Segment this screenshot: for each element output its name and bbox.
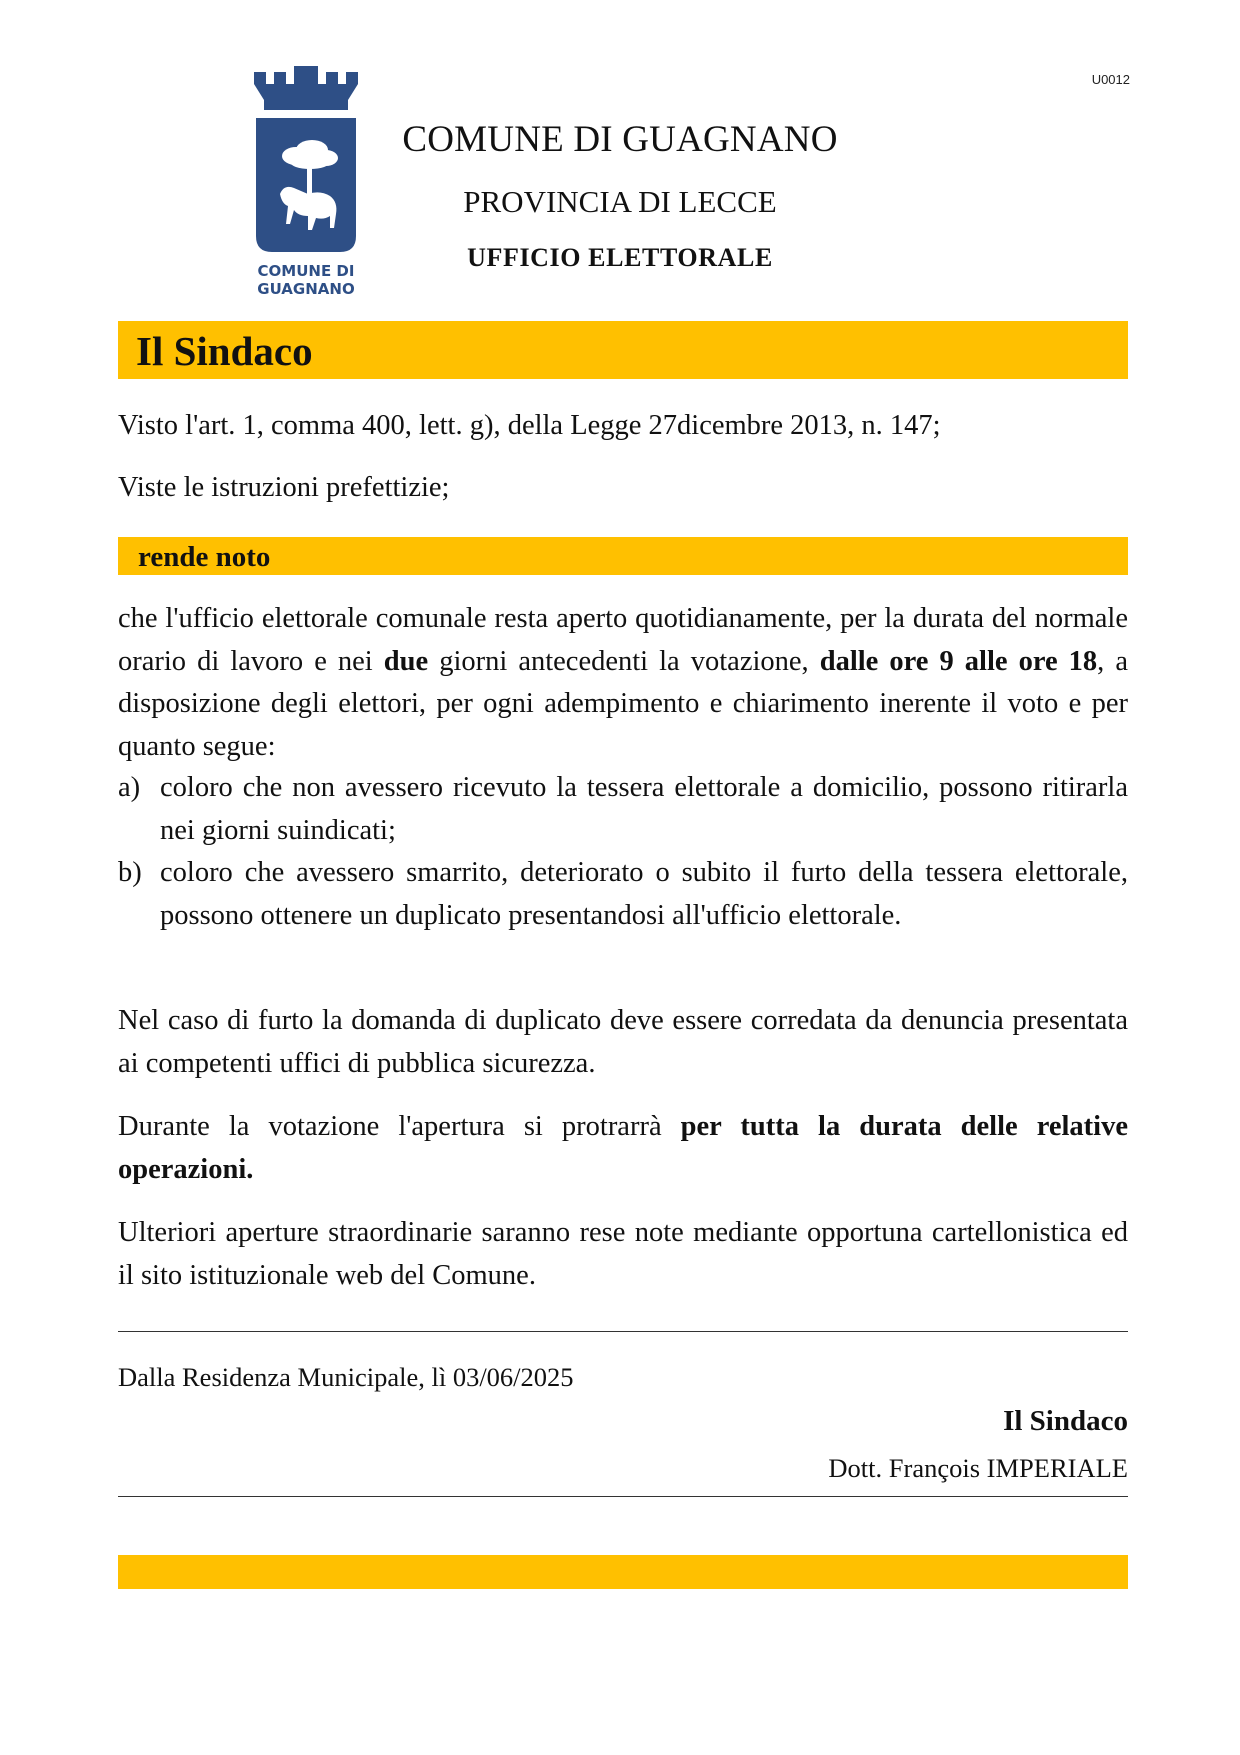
p1-bold-hours: dalle ore 9 alle ore 18 [819,645,1098,677]
notice-label: rende noto [138,541,271,573]
header-provincia: PROVINCIA DI LECCE [463,184,777,219]
place-date: Dalla Residenza Municipale, lì 03/06/2025 [118,1362,574,1392]
page-title: Il Sindaco [136,328,313,374]
body-paragraph-3 [118,1106,1128,1191]
p1-part-c: giorni antecedenti la votazione, [428,645,820,677]
logo-caption-line2: GUAGNANO [257,280,355,298]
header-ufficio: UFFICIO ELETTORALE [467,243,773,272]
body-paragraph-4: Ulteriori aperture straordinarie saranno rese note mediante opportuna cartellonistica ed il sito istituzionale web del Comune. [118,1217,1128,1291]
list-item-text: coloro che avessero smarrito, deteriorato o subito il furto della tessera elettorale, possono ottenere un duplicato presentandosi all'ufficio elettorale. [160,857,1128,931]
document-code: U0012 [1091,72,1130,87]
header-comune: COMUNE DI GUAGNANO [402,119,838,160]
list-marker: b) [118,857,142,888]
title-band [118,321,1128,379]
logo-caption-line1: COMUNE DI [257,262,355,280]
body-paragraph-2: Nel caso di furto la domanda di duplicato deve essere corredata da denuncia presentata ai competenti uffici di pubblica sicurezza. [118,1005,1128,1079]
coat-of-arms-icon [250,66,362,298]
p3-part-a: Durante la votazione l'apertura si protrarrà [118,1111,681,1142]
divider-bottom [118,1496,1128,1497]
notice-band [118,537,1128,575]
p3-bold: per tutta la durata delle relative operazioni. [118,1111,1128,1185]
signer-role: Il Sindaco [1003,1405,1128,1437]
footer-band [118,1555,1128,1589]
body-paragraph-1 [118,598,1128,768]
list-item [118,767,1128,852]
visto-paragraph: Visto l'art. 1, comma 400, lett. g), della Legge 27dicembre 2013, n. 147; [118,410,941,441]
divider-top [118,1331,1128,1332]
p1-part-a: che l'ufficio elettorale comunale resta aperto quotidianamente, per la durata del normale orario di lavoro e nei [118,603,1128,677]
list-marker: a) [118,772,141,803]
list-item [118,852,1128,937]
viste-paragraph: Viste le istruzioni prefettizie; [118,472,450,503]
list-item-text: coloro che non avessero ricevuto la tessera elettorale a domicilio, possono ritirarla nei giorni suindicati; [160,772,1128,846]
signer-name: Dott. François IMPERIALE [828,1453,1128,1483]
p1-part-e: , a disposizione degli elettori, per ogni adempimento e chiarimento inerente il voto e per quanto segue: [118,645,1128,762]
p1-bold-due: due [383,645,429,677]
